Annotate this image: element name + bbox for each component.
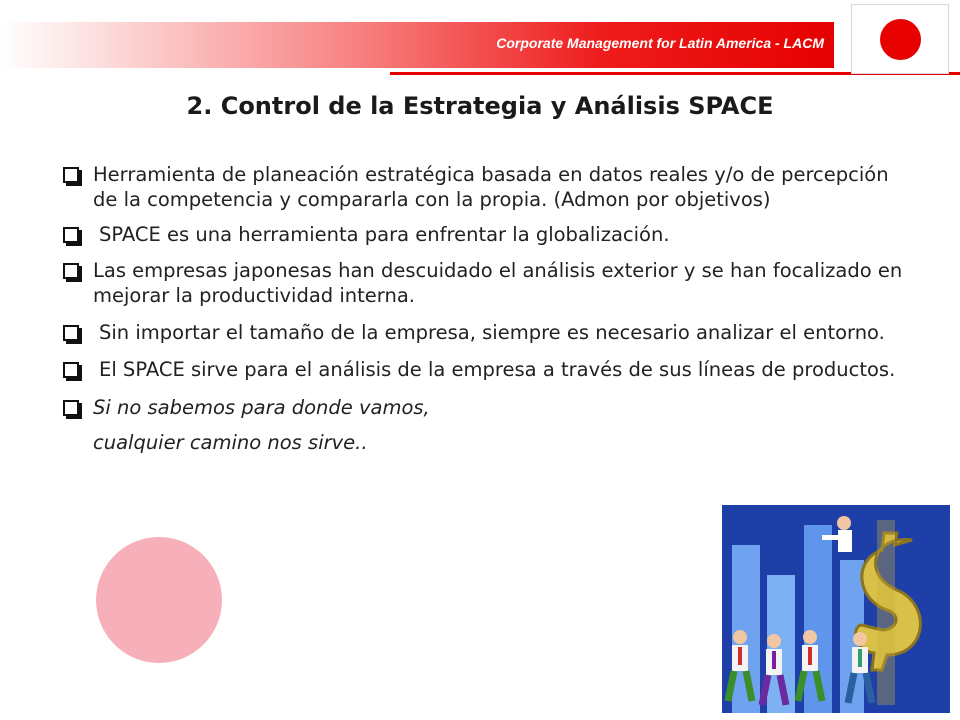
- header-band: [0, 22, 834, 68]
- quote-line-2: cualquier camino nos sirve..: [93, 431, 368, 454]
- checkbox-bullet-icon: [63, 325, 79, 341]
- slide-title: 2. Control de la Estrategia y Análisis SPACE: [186, 92, 774, 120]
- bullet-text: SPACE es una herramienta para enfrentar la globalización.: [99, 223, 670, 246]
- list-item: [63, 162, 908, 212]
- list-item: [63, 357, 908, 382]
- checkbox-bullet-icon: [63, 400, 79, 416]
- dollar-growth-clipart: [722, 505, 950, 713]
- checkbox-bullet-icon: [63, 167, 79, 183]
- list-item: [63, 258, 908, 308]
- flag-sun: [880, 19, 921, 60]
- decorative-circle: [96, 537, 222, 663]
- checkbox-bullet-icon: [63, 227, 79, 243]
- bullet-text: Las empresas japonesas han descuidado el análisis exterior y se han focalizado en mejorar la productividad interna.: [93, 259, 903, 307]
- list-item: [63, 395, 908, 420]
- bullet-text: El SPACE sirve para el análisis de la empresa a través de sus líneas de productos.: [99, 358, 896, 381]
- bullet-text: Sin importar el tamaño de la empresa, siempre es necesario analizar el entorno.: [99, 321, 885, 344]
- japan-flag-icon: [851, 4, 949, 74]
- bullet-text: Herramienta de planeación estratégica basada en datos reales y/o de percepción de la competencia y compararla con la propia. (Admon por objetivos): [93, 163, 889, 211]
- list-item: [63, 222, 908, 247]
- header-text: Corporate Management for Latin America - LACM: [496, 35, 824, 51]
- checkbox-bullet-icon: [63, 263, 79, 279]
- bullet-list: [63, 162, 908, 455]
- checkbox-bullet-icon: [63, 362, 79, 378]
- list-item: [63, 320, 908, 345]
- quote-line-1: Si no sabemos para donde vamos,: [93, 396, 430, 419]
